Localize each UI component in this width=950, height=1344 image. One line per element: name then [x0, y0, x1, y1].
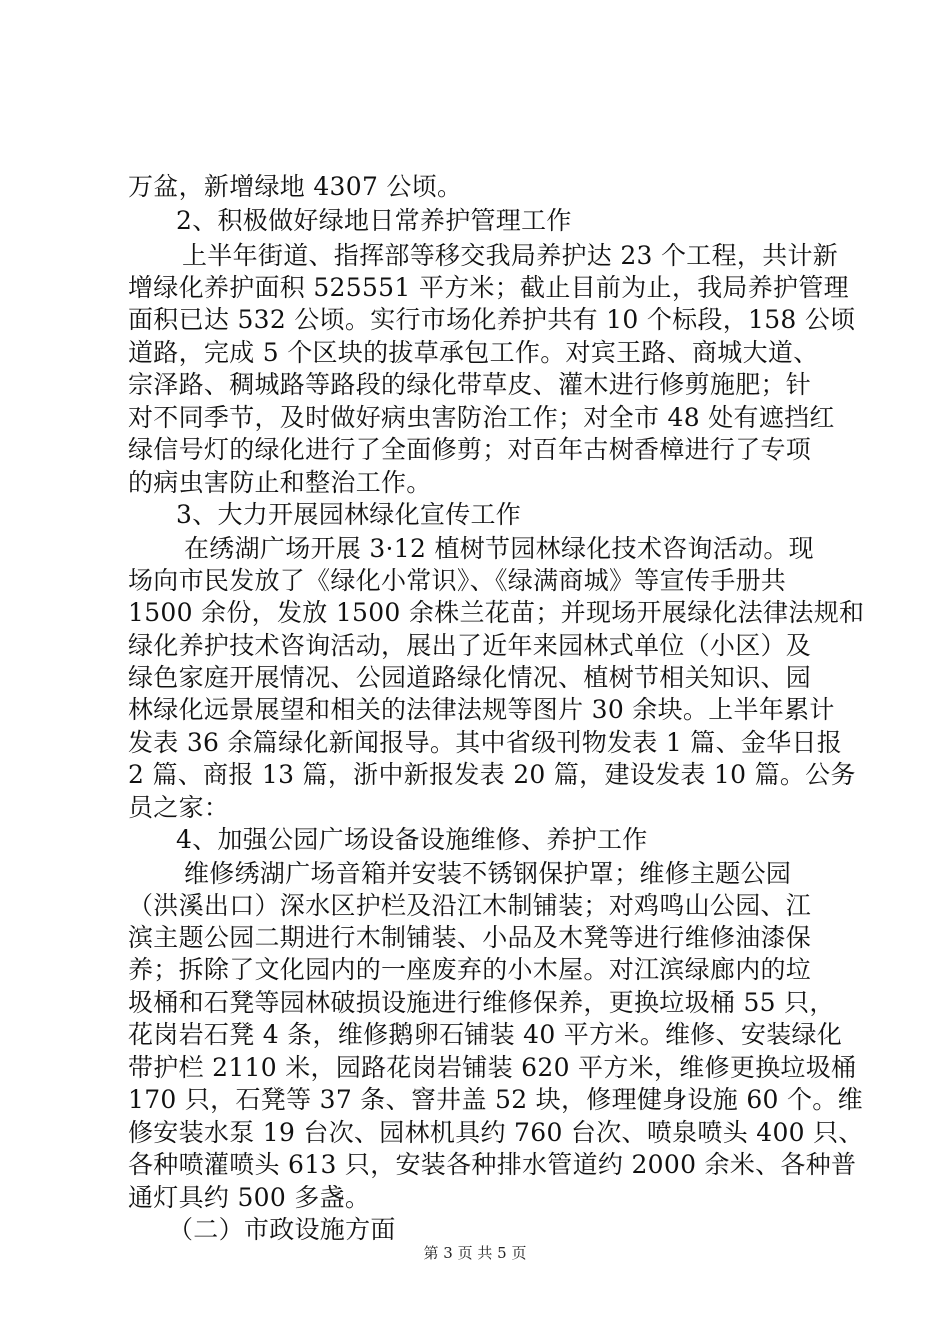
text-line: 场向市民发放了《绿化小常识》、《绿满商城》等宣传手册共 [128, 566, 787, 595]
section-heading: 3、大力开展园林绿化宣传工作 [176, 500, 522, 529]
text-line: 在绣湖广场开展 3·12 植树节园林绿化技术咨询活动。现 [184, 534, 814, 563]
text-line: （洪溪出口）深水区护栏及沿江木制铺装；对鸡鸣山公园、江 [128, 891, 812, 920]
text-line: 万盆，新增绿地 4307 公顷。 [128, 172, 463, 201]
text-line: 增绿化养护面积 525551 平方米；截止目前为止，我局养护管理 [128, 273, 849, 302]
text-line: 圾桶和石凳等园林破损设施进行维修保养，更换垃圾桶 55 只， [128, 988, 835, 1017]
text-line: 修安装水泵 19 台次、园林机具约 760 台次、喷泉喷头 400 只、 [128, 1118, 864, 1147]
section-heading: 4、加强公园广场设备设施维修、养护工作 [176, 825, 648, 854]
text-line: 上半年街道、指挥部等移交我局养护达 23 个工程，共计新 [182, 241, 839, 270]
text-line: 滨主题公园二期进行木制铺装、小品及木凳等进行维修油漆保 [128, 923, 812, 952]
text-line: 养；拆除了文化园内的一座废弃的小木屋。对江滨绿廊内的垃 [128, 955, 812, 984]
text-line: 带护栏 2110 米，园路花岗岩铺装 620 平方米，维修更换垃圾桶 [128, 1053, 857, 1082]
text-line: 的病虫害防止和整治工作。 [128, 468, 432, 497]
text-line: 1500 余份，发放 1500 余株兰花苗；并现场开展绿化法律法规和 [128, 598, 865, 627]
text-line: 发表 36 余篇绿化新闻报导。其中省级刊物发表 1 篇、金华日报 [128, 728, 843, 757]
text-line: 面积已达 532 公顷。实行市场化养护共有 10 个标段，158 公顷 [128, 305, 856, 334]
text-line: 花岗岩石凳 4 条，维修鹅卵石铺装 40 平方米。维修、安装绿化 [128, 1020, 843, 1049]
section-heading: （二）市政设施方面 [168, 1215, 396, 1244]
text-line: 对不同季节，及时做好病虫害防治工作；对全市 48 处有遮挡红 [128, 403, 835, 432]
text-line: 林绿化远景展望和相关的法律法规等图片 30 余块。上半年累计 [128, 695, 835, 724]
section-heading: 2、积极做好绿地日常养护管理工作 [176, 206, 572, 235]
text-line: 绿色家庭开展情况、公园道路绿化情况、植树节相关知识、园 [128, 663, 812, 692]
text-line: 各种喷灌喷头 613 只，安装各种排水管道约 2000 余米、各种普 [128, 1150, 857, 1179]
text-line: 绿化养护技术咨询活动，展出了近年来园林式单位（小区）及 [128, 631, 812, 660]
text-line: 宗泽路、稠城路等路段的绿化带草皮、灌木进行修剪施肥；针 [128, 370, 812, 399]
text-line: 员之家： [128, 793, 230, 822]
text-line: 通灯具约 500 多盏。 [128, 1183, 371, 1212]
text-line: 2 篇、商报 13 篇，浙中新报发表 20 篇，建设发表 10 篇。公务 [128, 760, 856, 789]
page-number-footer: 第 3 页 共 5 页 [423, 1244, 527, 1262]
text-line: 绿信号灯的绿化进行了全面修剪；对百年古树香樟进行了专项 [128, 435, 812, 464]
text-line: 170 只，石凳等 37 条、窨井盖 52 块，修理健身设施 60 个。维 [128, 1085, 863, 1114]
text-line: 维修绣湖广场音箱并安装不锈钢保护罩；维修主题公园 [184, 859, 792, 888]
text-line: 道路，完成 5 个区块的拔草承包工作。对宾王路、商城大道、 [128, 338, 819, 367]
